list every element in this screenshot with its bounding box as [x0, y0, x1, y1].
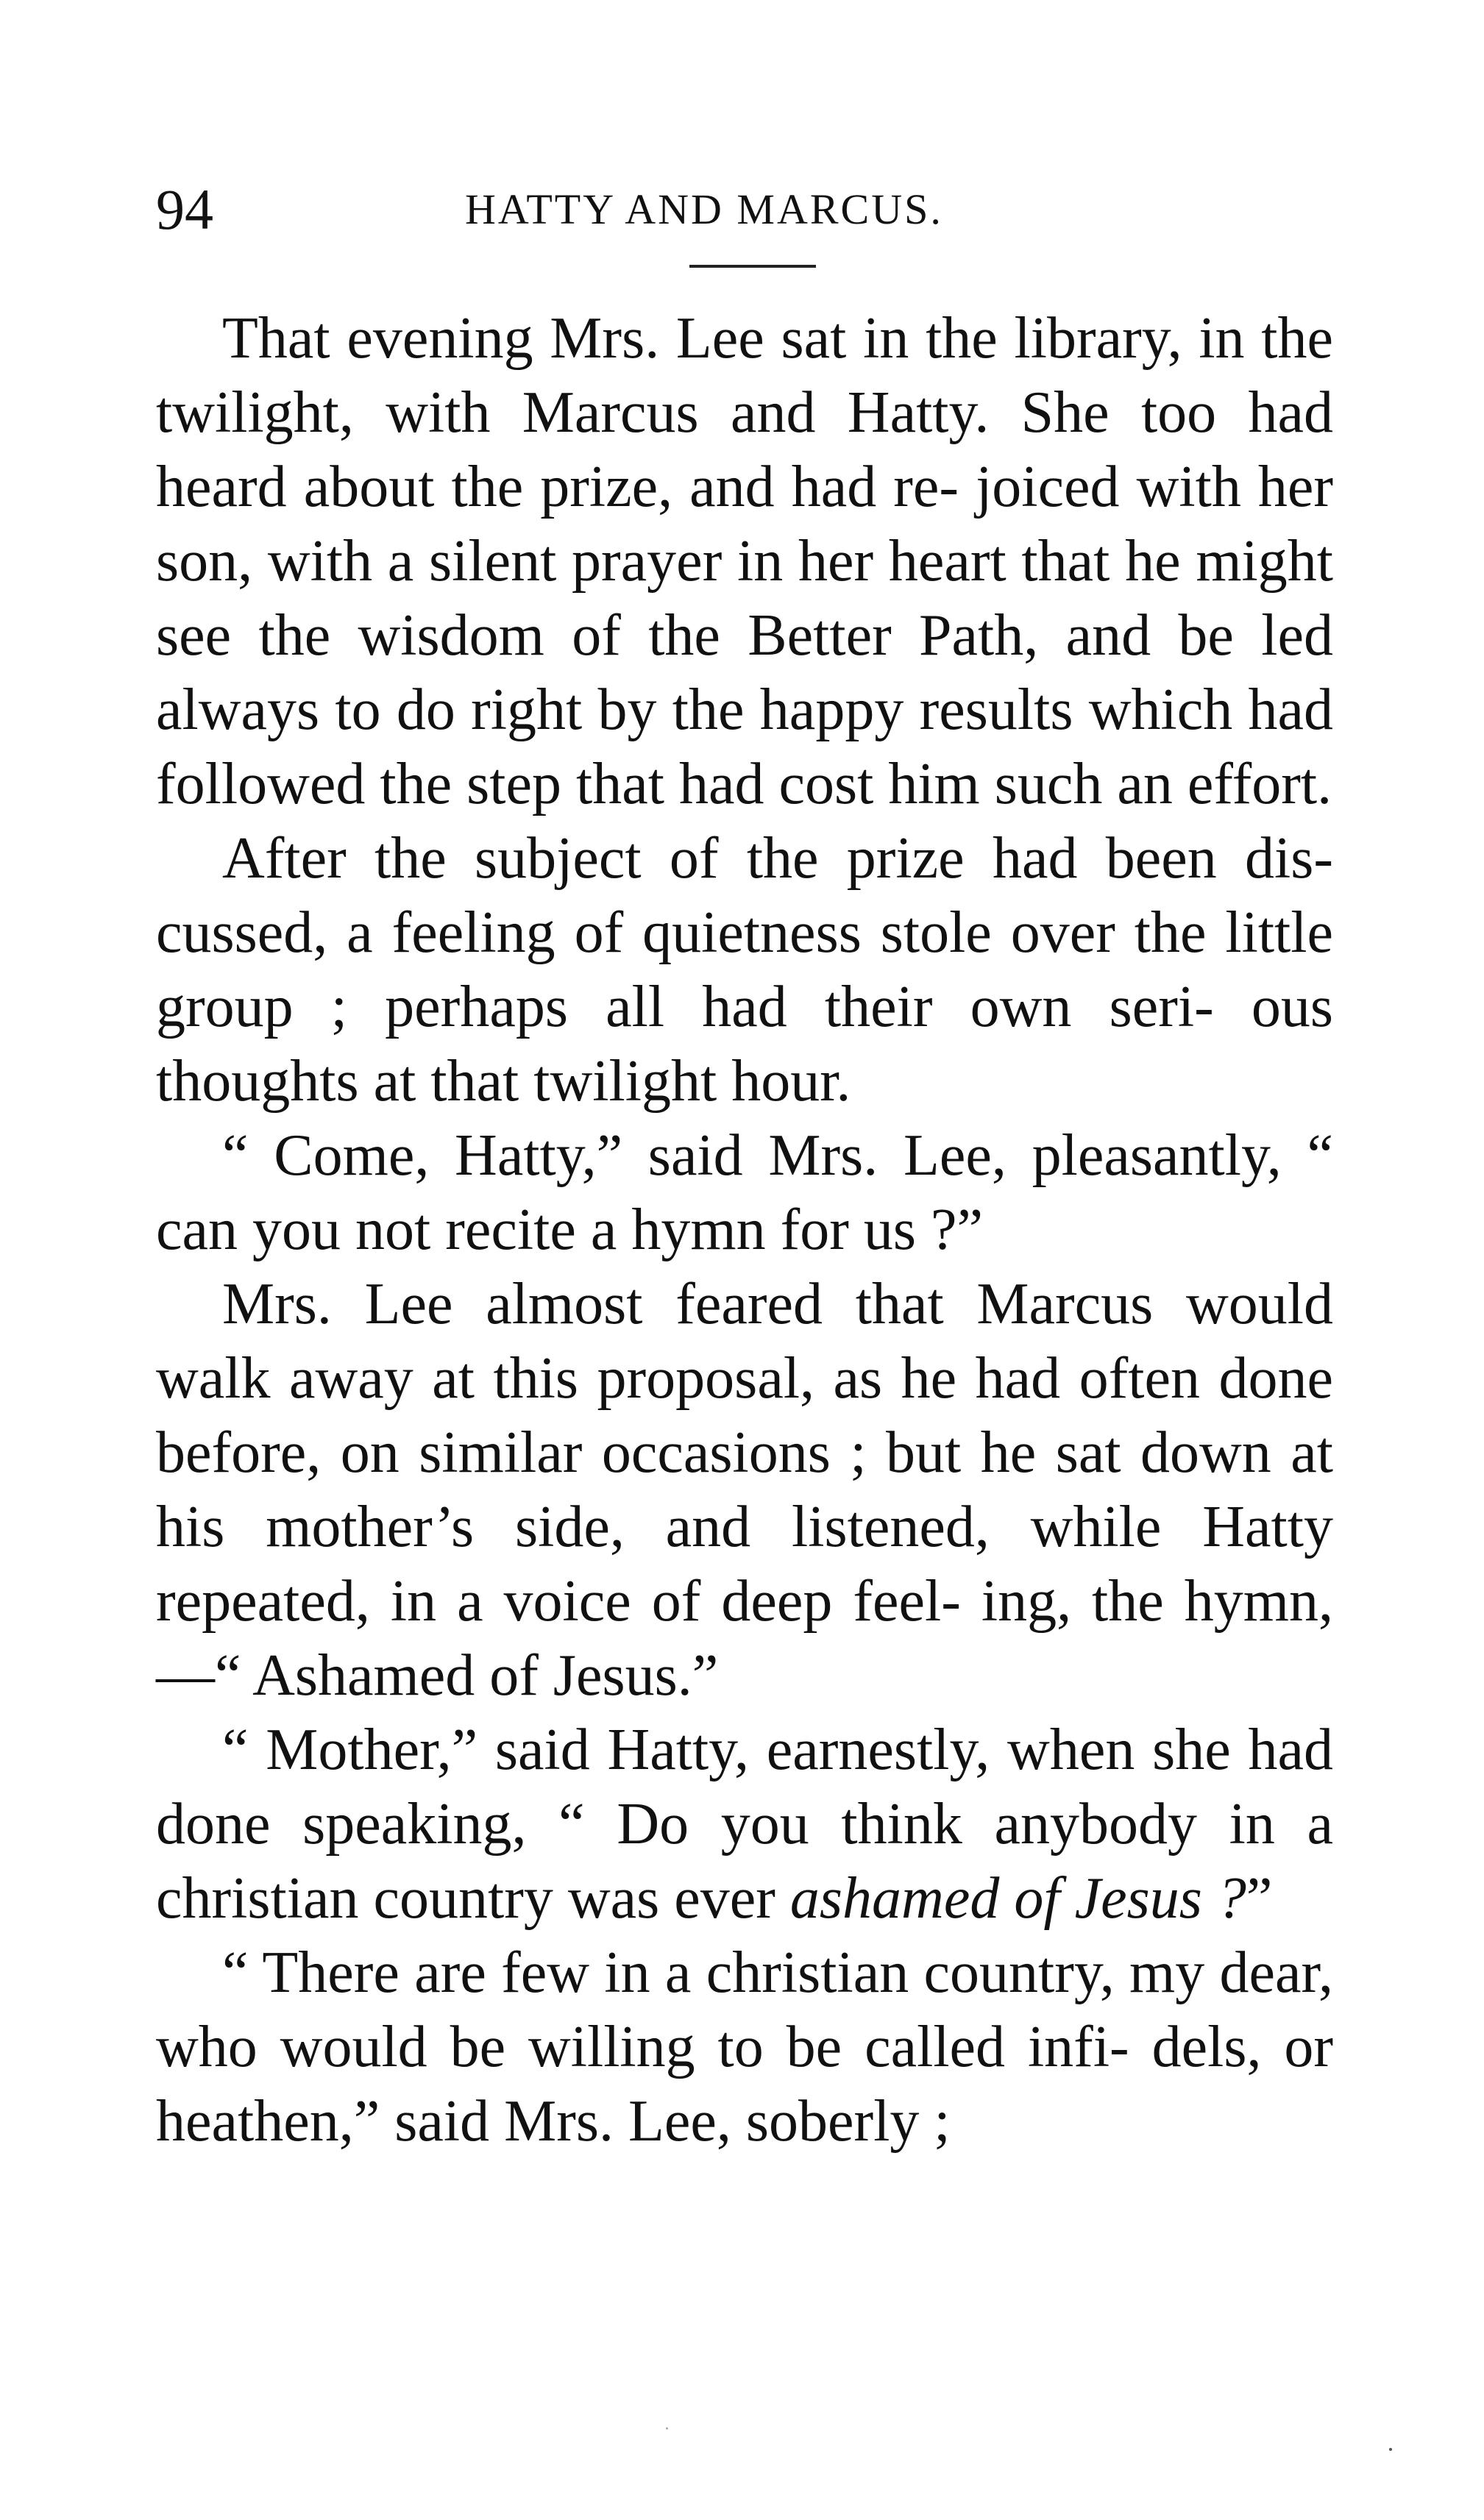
- paper-speck: [666, 2427, 668, 2430]
- paragraph: After the subject of the prize had been dis- cussed, a feeling of quietness stole over the little group ; perhaps all had their own seri- ous thoughts at that twilight hour.: [156, 826, 1333, 1114]
- paragraph-text: “ Mother,” said Hatty, earnestly, when she had done speaking, “ Do you think anybody in a christian country was ever: [156, 1718, 1333, 1931]
- paragraph: “ There are few in a christian country, my dear, who would be willing to be called infi- dels, or heathen,” said Mrs. Lee, soberly ;: [156, 1940, 1333, 2154]
- page-header: [156, 169, 1333, 250]
- page-number: 94: [156, 177, 213, 241]
- running-title: HATTY AND MARCUS.: [465, 185, 943, 233]
- closing-quote: ”: [1246, 1866, 1273, 1931]
- paragraph: Mrs. Lee almost feared that Marcus would walk away at this proposal, as he had often done before, on similar occasions ; but he sat down at his mother’s side, and listened, while Hatty repeated, in a voice of deep feel- ing, the hymn,—“ Ashamed of Jesus.”: [156, 1272, 1333, 1708]
- header-divider: [689, 265, 816, 268]
- paragraph: That evening Mrs. Lee sat in the library, in the twilight, with Marcus and Hatty. She too had heard about the prize, and had re- joiced with her son, with a silent prayer in her heart that he might see the wisdom of the Better Path, and be led always to do right by the happy results which had followed the step that had cost him such an effort.: [156, 306, 1333, 816]
- paper-speck: [1389, 2448, 1392, 2451]
- paragraph: [156, 1713, 1333, 1936]
- body-text: [156, 302, 1333, 2159]
- paragraph: “ Come, Hatty,” said Mrs. Lee, pleasantly, “ can you not recite a hymn for us ?”: [156, 1123, 1333, 1262]
- italic-phrase: ashamed of Jesus ?: [789, 1866, 1246, 1931]
